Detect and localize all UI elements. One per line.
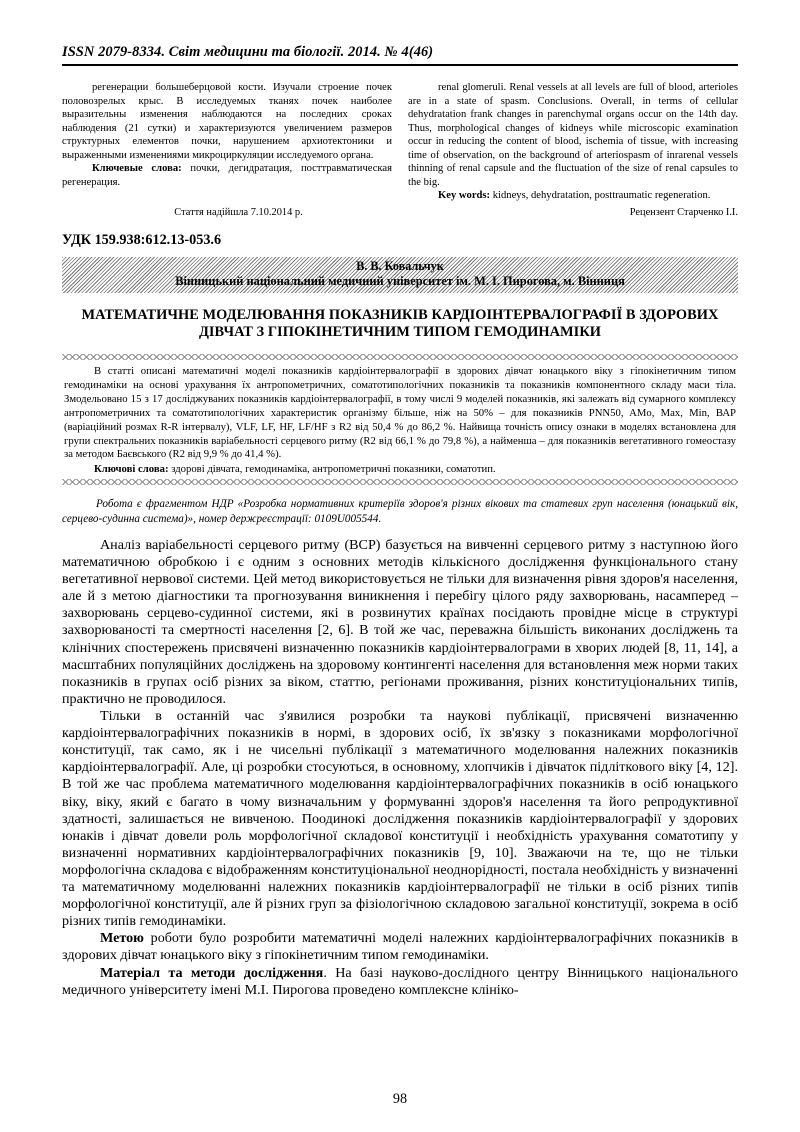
zigzag-rule-bottom bbox=[62, 479, 738, 485]
author-banner bbox=[62, 257, 738, 293]
author-name: В. В. Ковальчук bbox=[356, 258, 444, 273]
abstract-russian-keywords bbox=[62, 162, 392, 189]
abstract-english-keywords bbox=[408, 189, 738, 203]
body-paragraph-4 bbox=[62, 965, 738, 999]
abstract-english-text: renal glomeruli. Renal vessels at all levels are full of blood, arterioles are in a state of spasm. Conclusions. Overall, in terms of cellular dehydratation frank changes in parenchymal organs occur on the 14th day. Thus, morphological changes of kidneys while microscopic examination occur in reducing the content of blood, ischemia of tissue, with increasing time of observation, on the background of arteriospasm of inrarenal vessels thinning of renal capsule and the fluctuation of the size of renal capsules to the big. bbox=[408, 82, 738, 188]
body-paragraph-2 bbox=[62, 708, 738, 930]
page-title: МАТЕМАТИЧНЕ МОДЕЛЮВАННЯ ПОКАЗНИКІВ КАРДІОІНТЕРВАЛОГРАФІЇ В ЗДОРОВИХ ДІВЧАТ З ГІПОКІНЕТИЧНИМ ТИПОМ ГЕМОДИНАМІКИ bbox=[81, 306, 719, 341]
author-affiliation: Вінницький національний медичний університет ім. М. І. Пирогова, м. Вінниця bbox=[175, 274, 625, 289]
running-head bbox=[62, 44, 738, 66]
body-paragraph-2-text: Тільки в останній час з'явилися розробки та наукові публікації, присвячені визначенню кардіоінтервалографічних показників в нормі, в здорових осіб, їх зв'язку з показниками морфологічної конституції, так само, як і не чисельні публікації з математичного моделювання належних показників кардіоінтервалографії. Але, ці розробки стосуються, в основному, хлопчиків і дівчаток підліткового віку [4, 12]. В той же час проблема математичного моделювання кардіоінтервалографічних показників в осіб юнацького віку, віку, який є багато в чому визначальним у формуванні здоров'я населення та його репродуктивної здатності, залишається не вивченою. Поодинокі дослідження показників кардіоінтервалографії у здорових юнаків і дівчат довели роль морфологічної складової конституції і необхідність урахування соматотипу у визначенні нормативних кардіоінтервалографічних показників [9, 10]. Зважаючи на те, що не тільки морфологічна складова є відображенням конституціональної неоднорідності, постала необхідність у визначенні та математичному моделюванні належних показників кардіоінтервалографії не тільки в осіб різних типів морфологічної конституції, але й різних груп за фізіологічною складовою загальної конституції, зокрема в осіб різних типів гемодинаміки. bbox=[62, 707, 738, 930]
body-paragraph-3 bbox=[62, 930, 738, 964]
funding-note-text: Робота є фрагментом НДР «Розробка нормативних критеріїв здоров'я різних вікових та статевих груп населення (юнацький вік, серцево-судинна система)», номер держреєстрації: 0109U005544. bbox=[62, 498, 738, 526]
article-body bbox=[62, 537, 738, 999]
body-paragraph-3-text: роботи було розробити математичні моделі належних кардіоінтервалографічних показників в здорових дівчат юнацького віку з гіпокінетичним типом гемодинаміки. bbox=[62, 930, 738, 964]
running-head-text: ISSN 2079-8334. Світ медицини та біології. 2014. № 4(46) bbox=[62, 44, 434, 60]
body-paragraph-3-lead: Метою bbox=[100, 930, 144, 947]
keywords-label-ua: Ключові слова: bbox=[94, 463, 169, 476]
abstract-ukrainian bbox=[62, 360, 738, 479]
abstract-ukrainian-keywords bbox=[64, 463, 736, 477]
keywords-label-en: Key words: bbox=[438, 190, 491, 202]
abstract-ukrainian-text: В статті описані математичні моделі показників кардіоінтервалографії в здорових дівчат юнацького віку з гіпокінетичним типом гемодинаміки на основі урахування їх антропометричних, соматотипологічних показників та показників компонентного складу маси тіла. Змодельовано 15 з 17 досліджуваних показників кардіоінтервалографії, в тому числі 9 моделей показників, які залежать від сумарного комплексу антропометричних та соматотипологічних характеристик організму більше, ніж на 50% – для показників PNN50, AMo, Max, Min, ВАР (варіаційний розмах R-R інтервалу), VLF, LF, HF, LF/HF з R2 від 50,4 % до 86,2 %. Найвища точність опису ознаки в моделях встановлена для групи спектральних показників варіабельності серцевого ритму (R2 від 66,1 % до 79,8 %), а найменша – для показників вегетативного гомеостазу за методом Баєвського (R2 від 9,9 % до 41,4 %). bbox=[64, 365, 736, 461]
page-number: 98 bbox=[392, 1091, 408, 1107]
body-paragraph-1-text: Аналіз варіабельності серцевого ритму (ВСР) базується на вивченні серцевого ритму з наступною його математичною обробкою і є одним з основних методів кількісного дослідження функціонального стану вегетативної нервової системи. Цей метод використовується не тільки для визначення рівня здоров'я населення, але й з метою діагностики та прогнозування виникнення і перебігу цілого ряду захворювань, насамперед – захворювань серцево-судинної системи, які в розвинутих країнах посідають провідне місце в структурі захворюваності та смертності населення [2, 6]. В той же час, переважна більшість виконаних досліджень та клінічних спостережень присвячені визначенню показників кардіоінтервалограми в хворих людей [8, 11, 14], а масштабних популяційних досліджень на здоровому контингенті населення для встановлення меж норми таких показників в групах осіб різних за віком, статтю, регіонами проживання, різних конституціональних типів, практично не проводилося. bbox=[62, 536, 738, 707]
reviewer-name: Рецензент Старченко І.І. bbox=[629, 206, 738, 218]
keywords-value-en: kidneys, dehydratation, posttraumatic regeneration. bbox=[492, 190, 711, 202]
body-paragraph-1 bbox=[62, 537, 738, 708]
keywords-label-ru: Ключевые слова: bbox=[92, 163, 182, 175]
body-paragraph-4-text: . На базі науково-дослідного центру Вінницького національного медичного університету імені М.І. Пирогова проведено комплексне клініко- bbox=[62, 964, 738, 998]
abstract-russian-column bbox=[62, 81, 392, 203]
funding-note bbox=[62, 497, 738, 527]
abstract-two-column bbox=[62, 81, 738, 203]
body-paragraph-4-lead: Матеріал та методи дослідження bbox=[100, 964, 324, 981]
submission-meta-row bbox=[62, 207, 738, 218]
abstract-english-column bbox=[408, 81, 738, 203]
udc-code: УДК 159.938:612.13-053.6 bbox=[62, 231, 222, 248]
keywords-value-ru: почки, дегидратация, посттравматическая регенерация. bbox=[62, 163, 392, 188]
submission-date: Стаття надійшла 7.10.2014 р. bbox=[174, 206, 303, 218]
running-head-rule bbox=[62, 64, 738, 66]
keywords-value-ua: здорові дівчата, гемодинаміка, антропометричні показники, соматотип. bbox=[171, 463, 496, 476]
abstract-russian-text: регенерации большеберцовой кости. Изучали строение почек половозрелых крыс. В исследуемых тканях почек наиболее выразительны изменения наблюдаются на последних сроках наблюдения (21 сутки) и характеризуются увеличением размеров структурных елементов почки, нарушением архиотектоники и выраженными изменениями микроциркуляции исследуемого органа. bbox=[62, 82, 392, 161]
